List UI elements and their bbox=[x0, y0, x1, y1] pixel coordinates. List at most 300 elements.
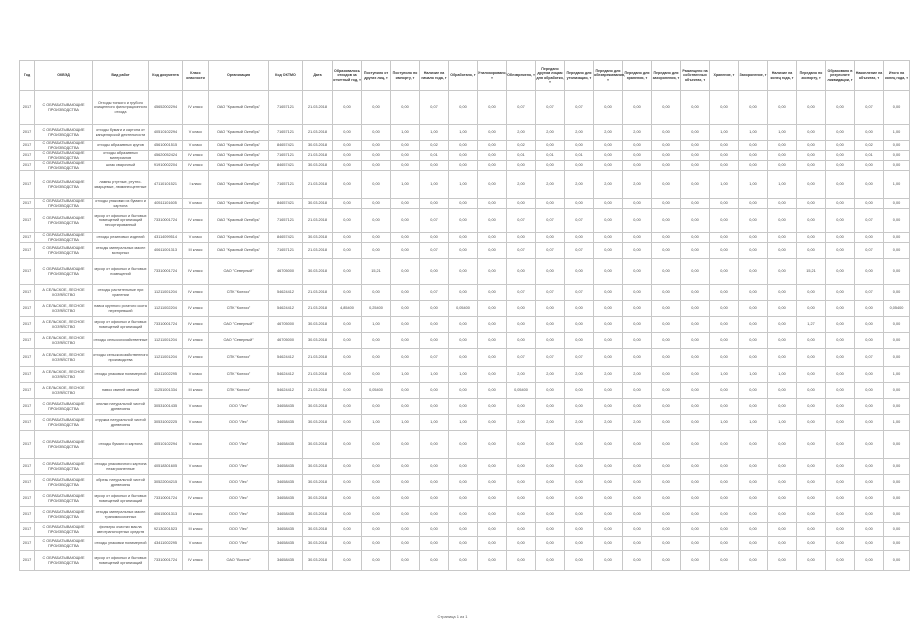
table-cell: 0,00 bbox=[536, 491, 565, 507]
table-cell: 0,00 bbox=[855, 475, 884, 491]
table-cell: 0,00 bbox=[855, 125, 884, 141]
table-cell: 0,00 bbox=[507, 199, 536, 209]
table-cell: 0,00 bbox=[478, 459, 507, 475]
table-cell: 0,00 bbox=[797, 551, 826, 571]
table-cell: 0,07 bbox=[536, 243, 565, 259]
table-cell: 0,00 bbox=[797, 475, 826, 491]
table-cell: 0,00 bbox=[333, 475, 362, 491]
table-cell: 0,00 bbox=[739, 199, 768, 209]
table-cell: 11211001204 bbox=[149, 285, 183, 301]
table-cell: 0,00 bbox=[478, 317, 507, 333]
table-cell: 1,00 bbox=[391, 171, 420, 199]
table-cell: 0,00 bbox=[449, 199, 478, 209]
table-cell: 21.03.2018 bbox=[303, 151, 333, 161]
column-header: Организация bbox=[209, 61, 269, 91]
table-cell: 0,00 bbox=[826, 161, 855, 171]
table-row bbox=[20, 333, 910, 349]
table-cell: 0,00 bbox=[478, 333, 507, 349]
table-cell: 0,00 bbox=[391, 259, 420, 285]
table-cell: IV класс bbox=[183, 333, 209, 349]
table-cell: 0,00 bbox=[623, 243, 652, 259]
table-cell: 30.03.2018 bbox=[303, 507, 333, 523]
column-header: Наличие на конец года, т bbox=[768, 61, 797, 91]
table-cell: 0,00 bbox=[391, 301, 420, 317]
table-cell: 0,00 bbox=[478, 141, 507, 151]
table-cell: 40510102294 bbox=[149, 125, 183, 141]
table-cell: 0,00 bbox=[565, 259, 594, 285]
table-cell: 4,85400 bbox=[333, 301, 362, 317]
column-header: Обезврежено, т bbox=[507, 61, 536, 91]
table-cell: 0,00 bbox=[333, 523, 362, 537]
table-cell: 21.03.2018 bbox=[303, 349, 333, 367]
table-cell: 0,07 bbox=[420, 91, 449, 125]
table-cell: 0,07 bbox=[420, 209, 449, 233]
table-cell: 30.03.2018 bbox=[303, 233, 333, 243]
table-cell: СПК "Колхоз" bbox=[209, 383, 269, 399]
table-cell: 0,00 bbox=[797, 523, 826, 537]
table-cell: 0,07 bbox=[855, 243, 884, 259]
table-cell: 0,00 bbox=[623, 523, 652, 537]
table-cell: 0,00 bbox=[420, 317, 449, 333]
table-cell: 0,00 bbox=[362, 349, 391, 367]
table-cell: 1,00 bbox=[710, 367, 739, 383]
table-cell: 2,00 bbox=[594, 415, 623, 431]
table-cell: 71657121 bbox=[269, 91, 303, 125]
table-cell: 0,00 bbox=[565, 537, 594, 551]
table-cell: 0,00 bbox=[362, 399, 391, 415]
table-cell: 1,00 bbox=[391, 415, 420, 431]
table-cell: 0,00 bbox=[710, 551, 739, 571]
table-cell: 0,00 bbox=[623, 141, 652, 151]
table-cell: 1,00 bbox=[739, 415, 768, 431]
table-cell: 0,00 bbox=[362, 491, 391, 507]
column-header: Передано для захоронения, т bbox=[652, 61, 681, 91]
table-cell: 21.03.2018 bbox=[303, 209, 333, 233]
table-cell: 0,07 bbox=[536, 91, 565, 125]
table-cell: 0,00 bbox=[681, 431, 710, 459]
table-cell: 0,00 bbox=[797, 507, 826, 523]
table-cell: 0,05400 bbox=[884, 301, 910, 317]
table-cell: навоз крупного рогатого скота перепревший bbox=[93, 301, 149, 317]
column-header: Итого на конец года, т bbox=[884, 61, 910, 91]
table-cell: 0,00 bbox=[681, 199, 710, 209]
table-cell: 0,00 bbox=[507, 301, 536, 317]
table-cell: 0,00 bbox=[768, 399, 797, 415]
table-cell: V класс bbox=[183, 399, 209, 415]
table-cell: ООО "Лес" bbox=[209, 459, 269, 475]
table-cell: 0,00 bbox=[710, 91, 739, 125]
table-cell: 0,00 bbox=[391, 475, 420, 491]
table-cell: 0,00 bbox=[478, 399, 507, 415]
table-cell: 0,00 bbox=[826, 459, 855, 475]
table-cell: 0,00 bbox=[652, 233, 681, 243]
table-cell: ОАО "Красный Октябрь" bbox=[209, 141, 269, 151]
table-cell: 71657121 bbox=[269, 125, 303, 141]
table-cell: 0,00 bbox=[652, 259, 681, 285]
table-cell: 1,00 bbox=[768, 367, 797, 383]
table-cell: 0,00 bbox=[739, 491, 768, 507]
table-cell: 0,00 bbox=[507, 233, 536, 243]
table-cell: 0,00 bbox=[739, 523, 768, 537]
table-cell: 0,00 bbox=[594, 523, 623, 537]
table-cell: 0,00 bbox=[594, 209, 623, 233]
table-cell: 34658435 bbox=[269, 475, 303, 491]
table-cell: 0,00 bbox=[333, 383, 362, 399]
table-cell: 0,00 bbox=[449, 91, 478, 125]
table-cell: 0,00 bbox=[826, 243, 855, 259]
table-cell: 1,00 bbox=[710, 171, 739, 199]
table-cell: 0,00 bbox=[826, 317, 855, 333]
table-cell: 0,00 bbox=[391, 551, 420, 571]
table-cell: IV класс bbox=[183, 161, 209, 171]
table-cell: 2017 bbox=[20, 431, 35, 459]
table-cell: 0,00 bbox=[536, 523, 565, 537]
table-cell: 0,00 bbox=[797, 491, 826, 507]
table-cell: 0,00 bbox=[797, 399, 826, 415]
table-cell: 0,00 bbox=[623, 209, 652, 233]
table-cell: 0,00 bbox=[391, 507, 420, 523]
table-cell: 0,00 bbox=[449, 431, 478, 459]
table-cell: 0,00 bbox=[768, 151, 797, 161]
table-cell: 0,00 bbox=[710, 141, 739, 151]
table-cell: 2,00 bbox=[507, 415, 536, 431]
table-cell: 0,00 bbox=[681, 125, 710, 141]
table-cell: 2017 bbox=[20, 151, 35, 161]
table-cell: 0,00 bbox=[362, 125, 391, 141]
table-cell: 0,00 bbox=[739, 399, 768, 415]
table-cell: 0,00 bbox=[884, 491, 910, 507]
table-cell: 0,00 bbox=[652, 367, 681, 383]
table-cell: 0,00 bbox=[507, 259, 536, 285]
table-cell: 0,00 bbox=[855, 301, 884, 317]
table-cell: 0,00 bbox=[797, 161, 826, 171]
table-cell: 0,00 bbox=[623, 285, 652, 301]
table-cell: 0,00 bbox=[739, 301, 768, 317]
table-cell: 0,00 bbox=[768, 161, 797, 171]
table-cell: 0,00 bbox=[333, 171, 362, 199]
table-cell: 73310001724 bbox=[149, 209, 183, 233]
table-cell: IV класс bbox=[183, 151, 209, 161]
table-cell: 0,00 bbox=[768, 459, 797, 475]
table-cell: С ОБРАБАТЫВАЮЩИЕ ПРОИЗВОДСТВА bbox=[35, 507, 93, 523]
column-header: Передано по экспорту, т bbox=[797, 61, 826, 91]
table-cell: 1,00 bbox=[391, 125, 420, 141]
table-cell: 0,00 bbox=[623, 233, 652, 243]
waste-register-table bbox=[19, 60, 910, 571]
table-cell: С ОБРАБАТЫВАЮЩИЕ ПРОИЗВОДСТВА bbox=[35, 91, 93, 125]
table-cell: 0,00 bbox=[333, 243, 362, 259]
table-row bbox=[20, 141, 910, 151]
table-cell: 1,00 bbox=[391, 367, 420, 383]
table-cell: 0,00 bbox=[391, 317, 420, 333]
table-cell: 0,00 bbox=[884, 199, 910, 209]
table-cell: 0,07 bbox=[565, 349, 594, 367]
table-cell: С ОБРАБАТЫВАЮЩИЕ ПРОИЗВОДСТВА bbox=[35, 161, 93, 171]
table-cell: 2,00 bbox=[623, 367, 652, 383]
column-header: Наличие на начало года, т bbox=[420, 61, 449, 91]
table-cell: 0,00 bbox=[681, 367, 710, 383]
table-cell: 0,00 bbox=[681, 151, 710, 161]
table-cell: 0,00 bbox=[333, 233, 362, 243]
table-cell: 2017 bbox=[20, 367, 35, 383]
table-cell: 0,00 bbox=[855, 415, 884, 431]
table-cell: 0,00 bbox=[449, 551, 478, 571]
table-cell: 0,00 bbox=[333, 399, 362, 415]
table-cell: 84657421 bbox=[269, 199, 303, 209]
table-cell: отходы абразивных кругов bbox=[93, 141, 149, 151]
table-cell: 0,00 bbox=[768, 507, 797, 523]
table-cell: 2,00 bbox=[536, 367, 565, 383]
table-cell: 30.03.2018 bbox=[303, 459, 333, 475]
table-cell: 0,00 bbox=[652, 161, 681, 171]
table-cell: 0,00 bbox=[681, 459, 710, 475]
table-cell: 0,00 bbox=[652, 209, 681, 233]
table-cell: 2017 bbox=[20, 259, 35, 285]
table-cell: 0,00 bbox=[797, 91, 826, 125]
table-cell: 0,00 bbox=[710, 161, 739, 171]
column-header: Поступило по импорту, т bbox=[391, 61, 420, 91]
table-cell: 0,00 bbox=[826, 333, 855, 349]
table-cell: 2,00 bbox=[536, 171, 565, 199]
table-cell: 2017 bbox=[20, 415, 35, 431]
table-cell: 0,00 bbox=[768, 243, 797, 259]
table-cell: 0,00 bbox=[507, 431, 536, 459]
column-header: Образовано в результате ликвидации, т bbox=[826, 61, 855, 91]
table-cell: 2017 bbox=[20, 507, 35, 523]
table-cell: 34658435 bbox=[269, 399, 303, 415]
table-cell: 0,00 bbox=[797, 285, 826, 301]
table-row bbox=[20, 91, 910, 125]
table-cell: 0,00 bbox=[826, 415, 855, 431]
table-cell: 0,00 bbox=[391, 141, 420, 151]
table-cell: 0,00 bbox=[797, 537, 826, 551]
table-cell: 0,00 bbox=[797, 125, 826, 141]
table-cell: 0,00 bbox=[884, 383, 910, 399]
table-cell: А СЕЛЬСКОЕ, ЛЕСНОЕ ХОЗЯЙСТВО bbox=[35, 317, 93, 333]
table-cell: 0,00 bbox=[478, 523, 507, 537]
table-cell: 0,00 bbox=[623, 459, 652, 475]
table-cell: 0,00 bbox=[536, 475, 565, 491]
page-footer: Страница 1 из 1 bbox=[437, 614, 468, 619]
table-cell: 0,00 bbox=[333, 333, 362, 349]
table-cell: 0,00 bbox=[565, 383, 594, 399]
table-cell: 91910002204 bbox=[149, 161, 183, 171]
table-cell: 0,00 bbox=[884, 459, 910, 475]
table-cell: 0,07 bbox=[507, 243, 536, 259]
table-cell: IV класс bbox=[183, 259, 209, 285]
column-header: Накопление на объектах, т bbox=[855, 61, 884, 91]
table-cell: 30.03.2018 bbox=[303, 317, 333, 333]
table-cell: 47110101521 bbox=[149, 171, 183, 199]
table-cell: 30531001435 bbox=[149, 399, 183, 415]
table-cell: 0,00 bbox=[362, 209, 391, 233]
table-cell: 21.03.2018 bbox=[303, 367, 333, 383]
table-cell: 0,00 bbox=[391, 243, 420, 259]
table-cell: 0,00 bbox=[652, 349, 681, 367]
table-cell: 0,00 bbox=[478, 537, 507, 551]
table-cell: 0,00 bbox=[449, 259, 478, 285]
table-cell: 0,00 bbox=[681, 141, 710, 151]
table-cell: 0,00 bbox=[768, 491, 797, 507]
table-cell: 0,00 bbox=[797, 171, 826, 199]
table-cell: 0,00 bbox=[739, 333, 768, 349]
table-cell: 0,00 bbox=[536, 233, 565, 243]
table-cell: 2017 bbox=[20, 171, 35, 199]
table-cell: 30522004215 bbox=[149, 475, 183, 491]
table-row bbox=[20, 383, 910, 399]
table-cell: 0,00 bbox=[855, 431, 884, 459]
table-cell: 0,00 bbox=[768, 209, 797, 233]
table-cell: 2,00 bbox=[565, 367, 594, 383]
table-cell: 0,00 bbox=[681, 491, 710, 507]
table-cell: 2,00 bbox=[565, 125, 594, 141]
table-cell: 54624412 bbox=[269, 367, 303, 383]
table-cell: 0,00 bbox=[333, 125, 362, 141]
table-cell: 0,00 bbox=[565, 523, 594, 537]
table-cell: 0,00 bbox=[449, 491, 478, 507]
table-cell: 34658435 bbox=[269, 491, 303, 507]
table-cell: 0,00 bbox=[739, 537, 768, 551]
table-cell: 30.03.2018 bbox=[303, 523, 333, 537]
table-cell: 1,00 bbox=[420, 415, 449, 431]
table-cell: 0,00 bbox=[449, 459, 478, 475]
table-cell: 0,00 bbox=[855, 491, 884, 507]
table-cell: 0,00 bbox=[420, 333, 449, 349]
table-cell: 0,00 bbox=[391, 523, 420, 537]
table-cell: 0,00 bbox=[391, 537, 420, 551]
table-cell: 84657421 bbox=[269, 141, 303, 151]
table-row bbox=[20, 459, 910, 475]
table-cell: 0,00 bbox=[797, 415, 826, 431]
table-cell: 0,00 bbox=[739, 161, 768, 171]
table-cell: 46705000 bbox=[269, 259, 303, 285]
table-cell: 30531002225 bbox=[149, 415, 183, 431]
table-cell: 0,00 bbox=[797, 459, 826, 475]
table-cell: 30.03.2018 bbox=[303, 259, 333, 285]
table-cell: С ОБРАБАТЫВАЮЩИЕ ПРОИЗВОДСТВА bbox=[35, 151, 93, 161]
table-cell: 15,21 bbox=[797, 259, 826, 285]
table-cell: 0,00 bbox=[362, 431, 391, 459]
table-cell: 0,00 bbox=[652, 125, 681, 141]
table-cell: 0,00 bbox=[855, 523, 884, 537]
table-cell: 0,00 bbox=[681, 399, 710, 415]
table-cell: 0,00 bbox=[449, 161, 478, 171]
table-cell: 0,00 bbox=[681, 233, 710, 243]
table-cell: 0,00 bbox=[768, 141, 797, 151]
table-cell: 0,00 bbox=[362, 243, 391, 259]
table-cell: 0,00 bbox=[623, 399, 652, 415]
table-cell: 0,00 bbox=[855, 333, 884, 349]
table-cell: 0,00 bbox=[855, 383, 884, 399]
table-cell: 0,00 bbox=[565, 475, 594, 491]
table-cell: 0,00 bbox=[623, 491, 652, 507]
table-cell: 0,00 bbox=[681, 475, 710, 491]
table-cell: 0,00 bbox=[623, 301, 652, 317]
table-cell: 2017 bbox=[20, 537, 35, 551]
table-cell: 54624412 bbox=[269, 383, 303, 399]
table-cell: А СЕЛЬСКОЕ, ЛЕСНОЕ ХОЗЯЙСТВО bbox=[35, 333, 93, 349]
table-cell: 0,00 bbox=[362, 459, 391, 475]
table-cell: 0,00 bbox=[565, 161, 594, 171]
table-cell: 0,00 bbox=[391, 285, 420, 301]
table-cell: III класс bbox=[183, 507, 209, 523]
table-cell: 0,07 bbox=[536, 349, 565, 367]
table-cell: IV класс bbox=[183, 551, 209, 571]
table-cell: 1,00 bbox=[884, 367, 910, 383]
table-cell: отходы резиновых изделий bbox=[93, 233, 149, 243]
table-cell: 0,00 bbox=[855, 459, 884, 475]
table-cell: 1,00 bbox=[884, 125, 910, 141]
table-cell: 1,00 bbox=[768, 415, 797, 431]
table-cell: 0,00 bbox=[594, 301, 623, 317]
table-cell: 0,00 bbox=[623, 199, 652, 209]
table-cell: 0,07 bbox=[420, 243, 449, 259]
table-cell: 0,07 bbox=[420, 285, 449, 301]
table-cell: 0,00 bbox=[420, 523, 449, 537]
table-cell: 0,00 bbox=[333, 91, 362, 125]
table-cell: 34658435 bbox=[269, 537, 303, 551]
table-cell: 0,00 bbox=[855, 199, 884, 209]
table-cell: 0,00 bbox=[536, 399, 565, 415]
table-cell: 40611001313 bbox=[149, 243, 183, 259]
table-cell: 0,00 bbox=[768, 383, 797, 399]
table-cell: 0,00 bbox=[594, 383, 623, 399]
table-cell: 34658435 bbox=[269, 415, 303, 431]
table-cell: 0,00 bbox=[739, 551, 768, 571]
table-cell: 0,00 bbox=[681, 507, 710, 523]
table-cell: 0,00 bbox=[681, 383, 710, 399]
table-cell: 0,00 bbox=[391, 491, 420, 507]
table-cell: 1,00 bbox=[362, 415, 391, 431]
table-cell: 46705000 bbox=[269, 317, 303, 333]
table-cell: 0,00 bbox=[420, 233, 449, 243]
table-cell: 0,00 bbox=[710, 209, 739, 233]
table-cell: 0,00 bbox=[333, 141, 362, 151]
table-cell: 0,00 bbox=[478, 491, 507, 507]
table-cell: 0,00 bbox=[449, 243, 478, 259]
table-cell: ОАО "Красный Октябрь" bbox=[209, 171, 269, 199]
table-cell: 34658435 bbox=[269, 523, 303, 537]
table-cell: отходы бумаги и картона bbox=[93, 431, 149, 459]
table-cell: 30.03.2018 bbox=[303, 161, 333, 171]
table-cell: опилки натуральной чистой древесины bbox=[93, 399, 149, 415]
table-cell: 0,00 bbox=[594, 317, 623, 333]
table-cell: С ОБРАБАТЫВАЮЩИЕ ПРОИЗВОДСТВА bbox=[35, 141, 93, 151]
table-cell: ООО "Лес" bbox=[209, 523, 269, 537]
table-cell: 2017 bbox=[20, 141, 35, 151]
table-cell: 34658435 bbox=[269, 507, 303, 523]
table-cell: 54624412 bbox=[269, 301, 303, 317]
table-cell: 21.03.2018 bbox=[303, 383, 333, 399]
table-cell: 2017 bbox=[20, 91, 35, 125]
table-cell: 1,00 bbox=[449, 367, 478, 383]
table-cell: V класс bbox=[183, 431, 209, 459]
table-cell: стружка натуральной чистой древесины bbox=[93, 415, 149, 431]
column-header: Класс опасности bbox=[183, 61, 209, 91]
table-cell: 2,00 bbox=[565, 415, 594, 431]
table-cell: 2017 bbox=[20, 243, 35, 259]
table-cell: 0,00 bbox=[739, 383, 768, 399]
table-cell: 1,27 bbox=[797, 317, 826, 333]
table-cell: 0,00 bbox=[536, 161, 565, 171]
table-cell: 0,00 bbox=[710, 285, 739, 301]
table-cell: 2017 bbox=[20, 199, 35, 209]
table-cell: 0,00 bbox=[826, 91, 855, 125]
table-cell: 0,00 bbox=[478, 199, 507, 209]
table-cell: ООО "Лес" bbox=[209, 507, 269, 523]
table-cell: 2,00 bbox=[507, 171, 536, 199]
table-cell: ООО "Лес" bbox=[209, 431, 269, 459]
